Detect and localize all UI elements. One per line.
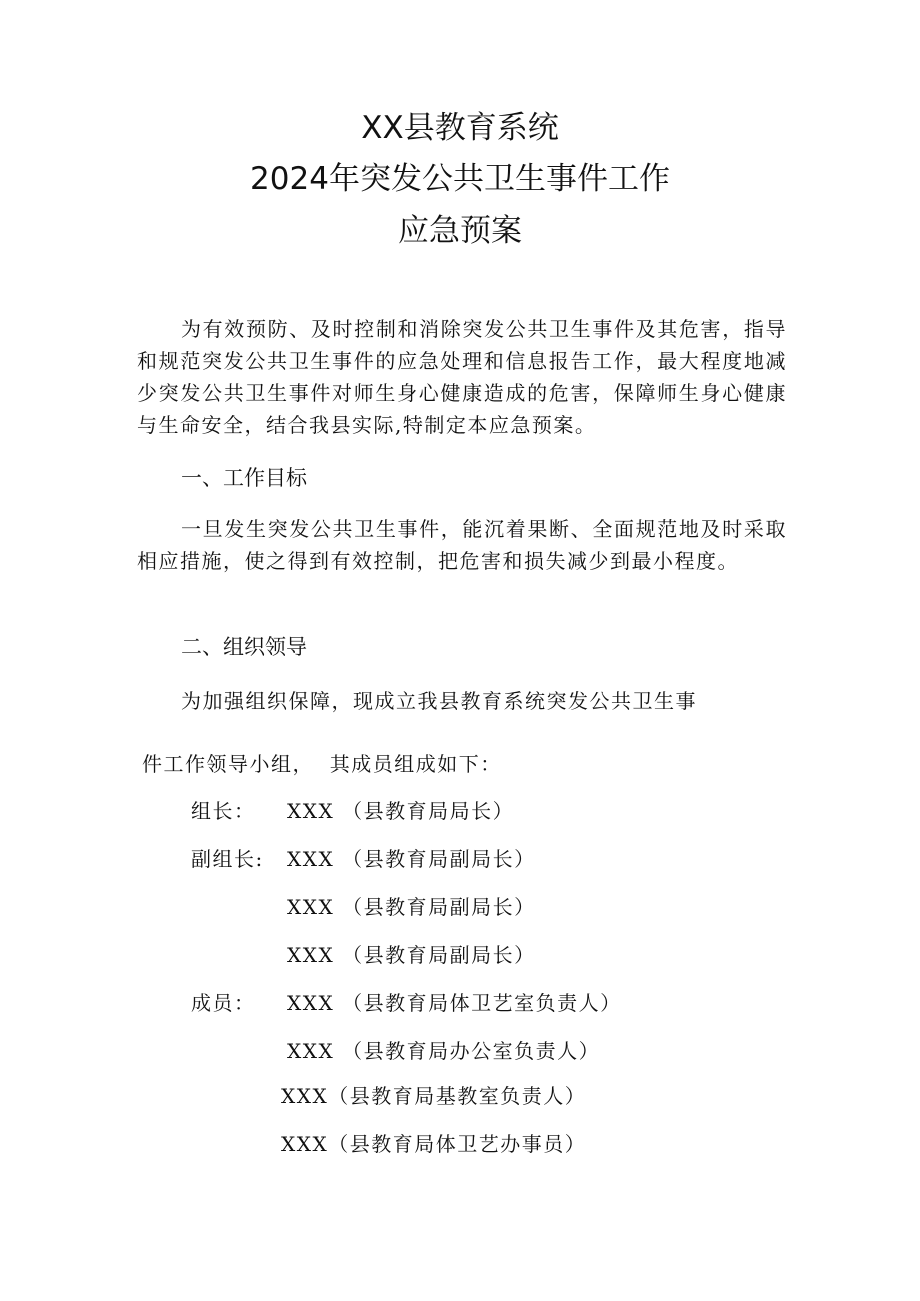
section-1-body: 一旦发生突发公共卫生事件，能沉着果断、全面规范地及时采取相应措施，使之得到有效控制，把危害和损失减少到最小程度。 xyxy=(137,517,787,573)
deputy-entry-2: XXX （县教育局副局长） xyxy=(287,895,536,919)
deputy-entry-3: XXX （县教育局副局长） xyxy=(287,943,536,967)
document-title-line-3: 应急预案 xyxy=(398,213,522,249)
leader-label: 组长： xyxy=(191,799,256,823)
member-entry-2: XXX （县教育局办公室负责人） xyxy=(287,1039,601,1063)
member-entry-3: XXX（县教育局基教室负责人） xyxy=(281,1084,587,1108)
member-label: 成员： xyxy=(191,991,256,1015)
member-entry-1: XXX （县教育局体卫艺室负责人） xyxy=(287,991,622,1015)
section-2-heading: 二、组织领导 xyxy=(181,635,307,659)
document-title-line-1: XX县教育系统 xyxy=(361,110,559,146)
leader-entry: XXX （县教育局局长） xyxy=(287,799,515,823)
member-entry-4: XXX（县教育局体卫艺办事员） xyxy=(281,1132,587,1156)
deputy-label: 副组长: xyxy=(191,847,264,871)
section-1-heading: 一、工作目标 xyxy=(181,466,307,490)
intro-paragraph: 为有效预防、及时控制和消除突发公共卫生事件及其危害，指导和规范突发公共卫生事件的应急处理和信息报告工作，最大程度地减少突发公共卫生事件对师生身心健康造成的危害，保障师生身心健康与生命安全，结合我县实际,特制定本应急预案。 xyxy=(137,317,787,437)
section-2-body-line-1: 为加强组织保障，现成立我县教育系统突发公共卫生事 xyxy=(181,689,697,713)
deputy-entry-1: XXX （县教育局副局长） xyxy=(287,847,536,871)
document-title-line-2: 2024年突发公共卫生事件工作 xyxy=(250,161,670,197)
section-2-body-line-2: 件工作领导小组， 其成员组成如下： xyxy=(142,752,502,776)
